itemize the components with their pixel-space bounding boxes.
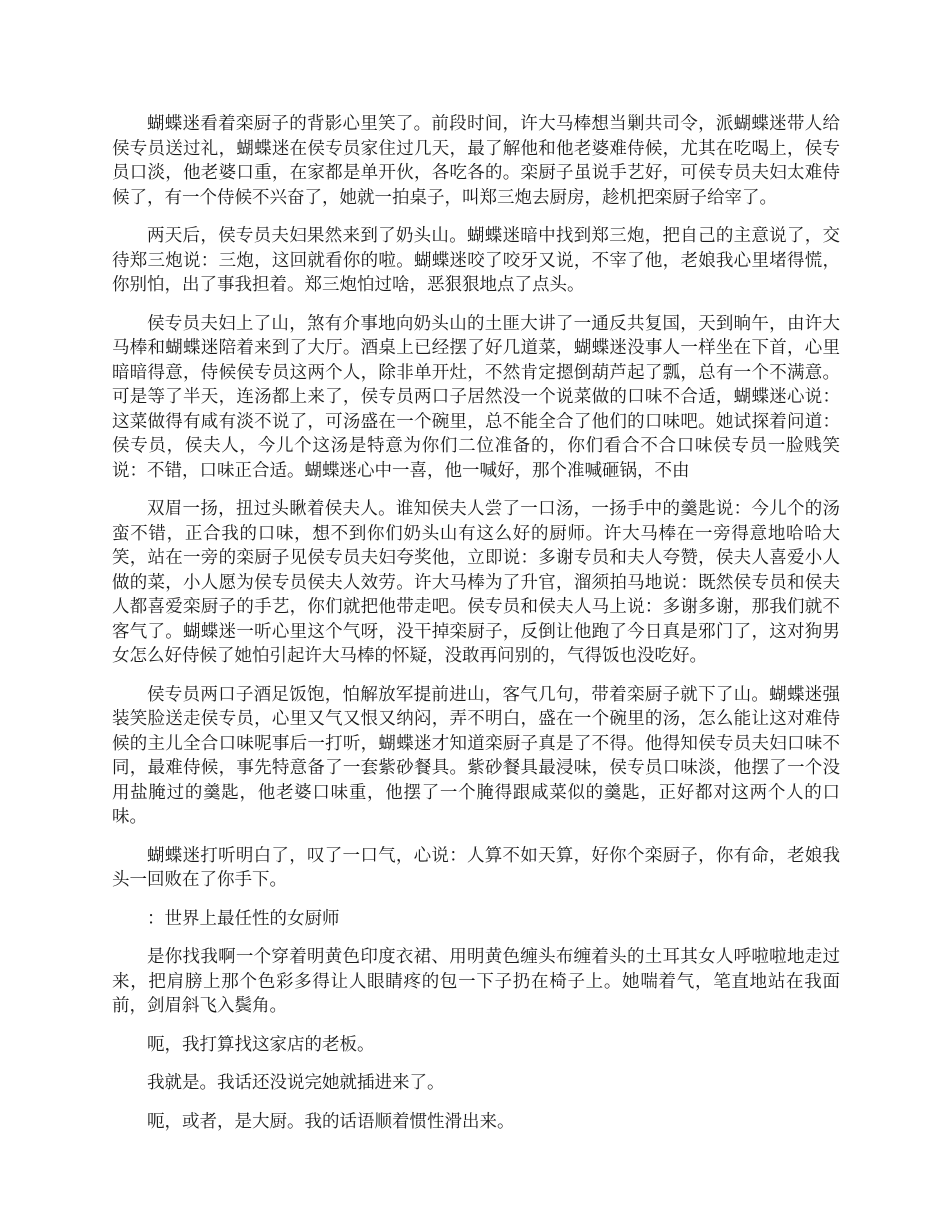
- paragraph-3: 侯专员夫妇上了山，煞有介事地向奶头山的土匪大讲了一通反共复国，天到晌午，由许大马棒和蝴蝶迷陪着来到了大厅。酒桌上已经摆了好几道菜，蝴蝶迷没事人一样坐在下首，心里暗暗得意，侍候侯专员这两个人，除非单开灶，不然肯定摁倒葫芦起了瓢，总有一个不满意。可是等了半天，连汤都上来了，侯专员两口子居然没一个说菜做的口味不合适，蝴蝶迷心说：这菜做得有咸有淡不说了，可汤盛在一个碗里，总不能全合了他们的口味吧。她试探着问道：侯专员，侯夫人，今儿个这汤是特意为你们二位准备的，你们看合不合口味侯专员一脸贱笑说：不错，口味正合适。蝴蝶迷心中一喜，他一喊好，那个准喊砸锅，不由: [112, 313, 840, 481]
- paragraph-7: 是你找我啊一个穿着明黄色印度衣裙、用明黄色缠头布缠着头的土耳其女人呼啦啦地走过来，把肩膀上那个色彩多得让人眼睛疼的包一下子扔在椅子上。她喘着气，笔直地站在我面前，剑眉斜飞入鬓角。: [112, 947, 840, 1016]
- paragraph-4: 双眉一扬，扭过头瞅着侯夫人。谁知侯夫人尝了一口汤，一扬手中的羹匙说：今儿个的汤蛮不错，正合我的口味，想不到你们奶头山有这么好的厨师。许大马棒在一旁得意地哈哈大笑，站在一旁的栾厨子见侯专员夫妇夸奖他，立即说：多谢专员和夫人夸赞，侯夫人喜爱小人做的菜，小人愿为侯专员侯夫人效劳。许大马棒为了升官，溜须拍马地说：既然侯专员和侯夫人都喜爱栾厨子的手艺，你们就把他带走吧。侯专员和侯夫人马上说：多谢多谢，那我们就不客气了。蝴蝶迷一听心里这个气呀，没干掉栾厨子，反倒让他跑了今日真是邪门了，这对狗男女怎么好侍候了她怕引起许大马棒的怀疑，没敢再问别的，气得饭也没吃好。: [112, 499, 840, 666]
- paragraph-8: 呃，我打算找这家店的老板。: [147, 1034, 375, 1055]
- paragraph-9: 我就是。我话还没说完她就插进来了。: [147, 1073, 445, 1093]
- paragraph-2: 两天后，侯专员夫妇果然来到了奶头山。蝴蝶迷暗中找到郑三炮，把自己的主意说了，交待郑三炮说：三炮，这回就看你的啦。蝴蝶迷咬了咬牙又说，不宰了他，老娘我心里堵得慌，你别怕，出了事我担着。郑三炮怕过啥，恶狠狠地点了点头。: [112, 226, 840, 295]
- section-heading: ：世界上最任性的女厨师: [147, 908, 340, 929]
- paragraph-1: 蝴蝶迷看着栾厨子的背影心里笑了。前段时间，许大马棒想当剿共司令，派蝴蝶迷带人给侯专员送过礼，蝴蝶迷在侯专员家住过几天，最了解他和他老婆难侍候，尤其在吃喝上，侯专员口淡，他老婆口重，在家都是单开伙，各吃各的。栾厨子虽说手艺好，可侯专员夫妇太难侍候了，有一个侍候不兴奋了，她就一拍桌子，叫郑三炮去厨房，趁机把栾厨子给宰了。: [112, 114, 840, 208]
- paragraph-5: 侯专员两口子酒足饭饱，怕解放军提前进山，客气几句，带着栾厨子就下了山。蝴蝶迷强装笑脸送走侯专员，心里又气又恨又纳闷，弄不明白，盛在一个碗里的汤，怎么能让这对难侍候的主儿全合口味呢事后一打听，蝴蝶迷才知道栾厨子真是了不得。他得知侯专员夫妇口味不同，最难侍候，事先特意备了一套紫砂餐具。紫砂餐具最浸味，侯专员口味淡，他摆了一个没用盐腌过的羹匙，他老婆口味重，他摆了一个腌得跟咸菜似的羹匙，正好都对这两个人的口味。: [112, 684, 840, 827]
- paragraph-6: 蝴蝶迷打听明白了，叹了一口气，心说：人算不如天算，好你个栾厨子，你有命，老娘我头一回败在了你手下。: [112, 845, 840, 890]
- document-body: [112, 112, 840, 1148]
- paragraph-10: 呃，或者，是大厨。我的话语顺着惯性滑出来。: [147, 1111, 515, 1132]
